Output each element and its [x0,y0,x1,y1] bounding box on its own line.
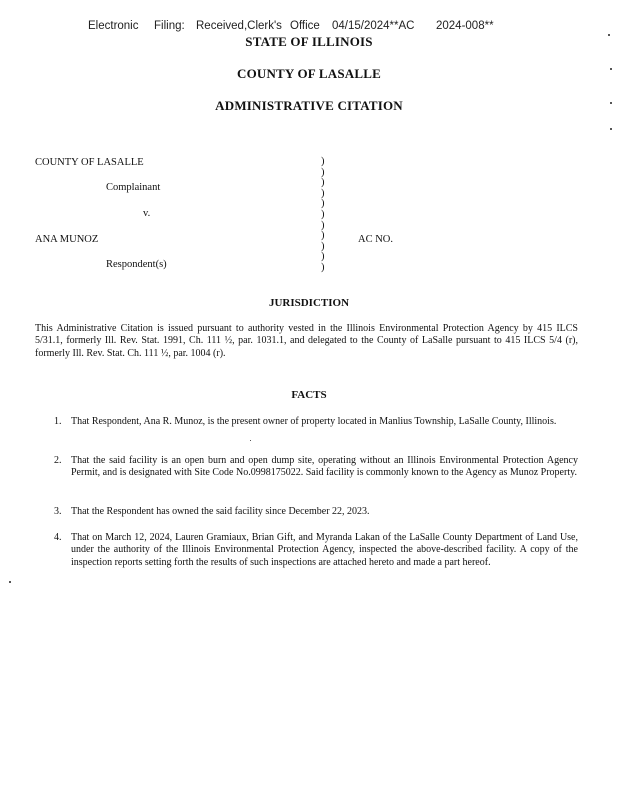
paren: ) [321,261,325,273]
stamp-received: Received,Clerk's [196,20,282,32]
scan-speck [610,102,612,104]
jurisdiction-paragraph: This Administrative Citation is issued pursuant to authority vested in the Illinois Environmental Protection Agency by 415 ILCS 5/31.1, formerly Ill. Rev. Stat. 1991, Ch. 111 ½, par. 1031.1, and delegated to the County of LaSalle pursuant to 415 ILCS 5/4 (r), formerly Ill. Rev. Stat. Ch. 111 ½, par. 1004 (r). [35,323,578,359]
paren: ) [321,198,325,210]
complainant-role: Complainant [106,182,161,193]
scan-speck [610,128,612,130]
jurisdiction-heading: JURISDICTION [268,297,350,309]
fact-text: That the said facility is an open burn and open dump site, operating without an Illinois Environmental Protection Agency Permit, and is designated with Site Code No.0998175022. Said facility is commonly known to the Agency as Munoz Property. [71,455,578,479]
paren: ) [321,187,325,199]
complainant-name: COUNTY OF LASALLE [35,157,144,168]
paren: ) [321,166,325,178]
paren: ) [321,156,325,167]
fact-text: That Respondent, Ana R. Munoz, is the present owner of property located in Manlius Township, LaSalle County, Illinois. [71,416,557,427]
stamp-case-number: 2024-008** [436,20,494,32]
document-title: ADMINISTRATIVE CITATION [215,98,403,113]
paren: ) [321,219,325,231]
fact-text: That the Respondent has owned the said facility since December 22, 2023. [71,506,370,517]
respondent-role: Respondent(s) [106,259,167,270]
paren: ) [321,240,325,252]
respondent-name: ANA MUNOZ [35,234,99,245]
facts-heading: FACTS [291,389,327,401]
stamp-electronic: Electronic [88,20,139,32]
paren: ) [321,208,325,220]
paren: ) [321,230,325,242]
paren: ) [321,251,325,263]
scan-speck [608,34,610,36]
filing-stamp [88,20,494,32]
stamp-date: 04/15/2024**AC [332,20,415,32]
fact-number: 3. [54,506,62,517]
state-heading: STATE OF ILLINOIS [245,34,373,49]
paren: ) [321,177,325,189]
stamp-office: Office [290,20,320,32]
fact-number: 2. [54,455,62,466]
stamp-filing: Filing: [154,20,185,32]
ac-number-label: AC NO. [358,234,394,245]
fact-number: 1. [54,416,62,427]
versus-label: v. [143,208,151,219]
scan-speck [9,581,11,583]
county-heading: COUNTY OF LASALLE [236,66,381,81]
fact-text: That on March 12, 2024, Lauren Gramiaux, Brian Gift, and Myranda Lakan of the LaSalle County Department of Land Use, under the authority of the Illinois Environmental Protection Agency, inspected the above-described facility. A copy of the inspection reports setting forth the results of such inspections are attached hereto and made a part hereof. [71,532,578,568]
fact-number: 4. [54,532,62,543]
scan-speck [250,440,251,441]
scan-speck [610,68,612,70]
caption-parentheses [321,157,329,274]
